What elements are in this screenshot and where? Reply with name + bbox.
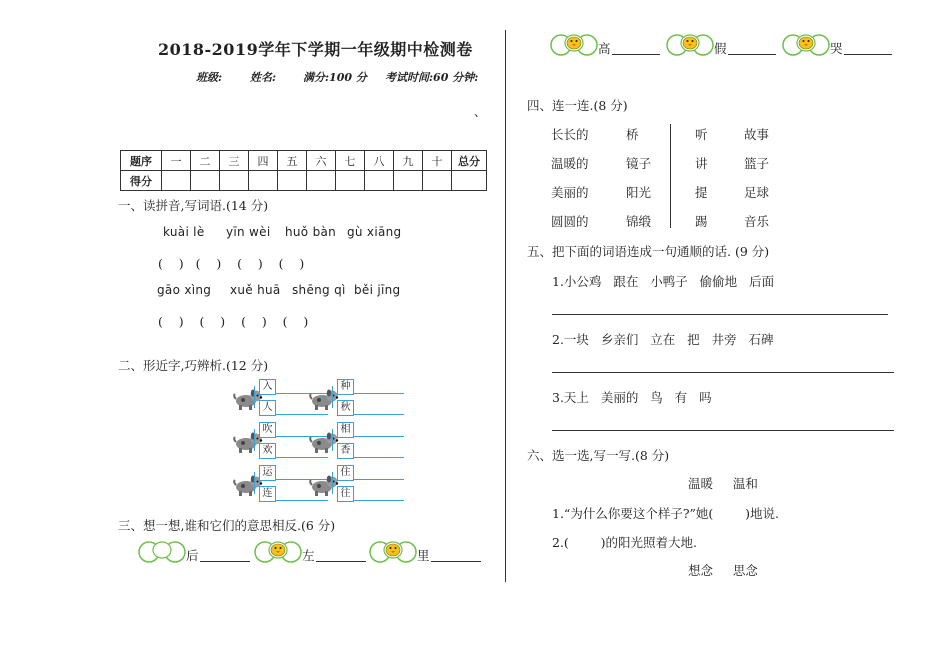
answer-line[interactable] — [552, 314, 888, 315]
answer-line[interactable] — [552, 372, 894, 373]
answer-line[interactable] — [316, 561, 366, 562]
table-cell: 八 — [365, 151, 394, 171]
score-table — [120, 150, 487, 191]
word-choices: 温暖 温和 — [688, 476, 758, 491]
score-input-cell[interactable] — [278, 171, 307, 191]
table-cell: 题序 — [121, 151, 162, 171]
table-cell: 七 — [336, 151, 365, 171]
matching-word[interactable]: 足球 — [744, 185, 770, 200]
table-cell: 六 — [307, 151, 336, 171]
sentence-question-3: 3.天上 美丽的 鸟 有 吗 — [552, 390, 712, 405]
table-cell: 五 — [278, 151, 307, 171]
pinyin-item: gù xiāng — [347, 225, 402, 239]
answer-line[interactable] — [276, 457, 328, 458]
sentence-question-1: 1.小公鸡 跟在 小鸭子 偷偷地 后面 — [552, 274, 775, 289]
pinyin-item: shēng qì — [292, 283, 346, 297]
antonym-word: 哭 — [830, 41, 843, 56]
answer-line[interactable] — [354, 393, 404, 394]
sentence-question-2: 2.一块 乡亲们 立在 把 井旁 石碑 — [552, 332, 774, 347]
matching-word[interactable]: 圆圆的 — [551, 214, 589, 229]
section3-heading: 三、想一想,谁和它们的意思相反.(6 分) — [118, 518, 336, 533]
table-cell: 得分 — [121, 171, 162, 191]
section6-heading: 六、选一选,写一写.(8 分) — [527, 448, 670, 463]
pinyin-item: huǒ bàn — [285, 225, 337, 239]
answer-line[interactable] — [431, 561, 481, 562]
answer-blanks[interactable]: ( ) ( ) ( ) ( ) — [158, 256, 305, 271]
table-cell: 九 — [394, 151, 423, 171]
chick-cloud-icon — [369, 540, 417, 568]
character-box: 运 — [259, 465, 276, 481]
score-input-cell[interactable] — [452, 171, 487, 191]
answer-line[interactable] — [200, 561, 250, 562]
score-input-cell[interactable] — [336, 171, 365, 191]
character-box: 秋 — [337, 400, 354, 416]
bracket-line — [332, 429, 337, 451]
matching-word[interactable]: 听 — [695, 127, 708, 142]
bracket-line — [254, 386, 259, 408]
table-cell: 十 — [423, 151, 452, 171]
chick-cloud-icon — [782, 33, 830, 61]
antonym-word: 高 — [598, 41, 611, 56]
antonym-word: 后 — [186, 548, 199, 563]
answer-line[interactable] — [552, 430, 894, 431]
answer-blanks[interactable]: ( ) ( ) ( ) ( ) — [158, 314, 309, 329]
answer-line[interactable] — [354, 414, 404, 415]
table-cell: 总分 — [452, 151, 487, 171]
section5-heading: 五、把下面的词语连成一句通顺的话. (9 分) — [527, 244, 770, 259]
matching-word[interactable]: 长长的 — [551, 127, 589, 142]
answer-line[interactable] — [354, 436, 404, 437]
section1-heading: 一、读拼音,写词语.(14 分) — [118, 198, 269, 213]
table-cell: 一 — [162, 151, 191, 171]
character-box: 吹 — [259, 422, 276, 438]
matching-word[interactable]: 故事 — [744, 127, 770, 142]
score-table-header-row — [121, 151, 487, 171]
full-score-label: 满分:100 分 — [303, 71, 367, 84]
character-box: 入 — [259, 379, 276, 395]
answer-line[interactable] — [276, 414, 328, 415]
matching-divider — [670, 124, 671, 228]
word-choices: 想念 思念 — [688, 563, 758, 578]
score-input-cell[interactable] — [191, 171, 220, 191]
answer-line[interactable] — [728, 54, 776, 55]
character-box: 种 — [337, 379, 354, 395]
class-label: 班级: — [196, 71, 223, 84]
section2-heading: 二、形近字,巧辨析.(12 分) — [118, 358, 269, 373]
character-box: 人 — [259, 400, 276, 416]
character-box: 连 — [259, 486, 276, 502]
score-input-cell[interactable] — [394, 171, 423, 191]
answer-line[interactable] — [354, 457, 404, 458]
matching-word[interactable]: 踢 — [695, 214, 708, 229]
table-cell: 四 — [249, 151, 278, 171]
pinyin-item: kuài lè — [163, 225, 205, 239]
pinyin-item: yīn wèi — [226, 225, 271, 239]
score-input-cell[interactable] — [423, 171, 452, 191]
matching-word[interactable]: 锦缎 — [626, 214, 652, 229]
bracket-line — [254, 429, 259, 451]
score-input-cell[interactable] — [249, 171, 278, 191]
chick-cloud-icon — [254, 540, 302, 568]
score-table-score-row — [121, 171, 487, 191]
matching-word[interactable]: 桥 — [626, 127, 639, 142]
character-box: 欢 — [259, 443, 276, 459]
antonym-word: 假 — [714, 41, 727, 56]
section4-heading: 四、连一连.(8 分) — [527, 98, 628, 113]
answer-line[interactable] — [612, 54, 660, 55]
matching-word[interactable]: 镜子 — [626, 156, 652, 171]
bracket-line — [332, 472, 337, 494]
fill-question-2[interactable]: 2.( )的阳光照着大地. — [552, 535, 697, 550]
cloud-icon — [138, 540, 186, 568]
matching-word[interactable]: 篮子 — [744, 156, 770, 171]
pinyin-item: xuě huā — [230, 283, 281, 297]
character-box: 住 — [337, 465, 354, 481]
matching-word[interactable]: 美丽的 — [551, 185, 589, 200]
score-input-cell[interactable] — [307, 171, 336, 191]
table-cell: 三 — [220, 151, 249, 171]
antonym-word: 里 — [417, 548, 430, 563]
matching-word[interactable]: 提 — [695, 185, 708, 200]
page-title: 2018-2019学年下学期一年级期中检测卷 — [158, 40, 473, 59]
column-divider — [505, 30, 506, 582]
name-label: 姓名: — [250, 71, 277, 84]
stray-mark: 、 — [474, 105, 487, 119]
score-input-cell[interactable] — [220, 171, 249, 191]
antonym-word: 左 — [302, 548, 315, 563]
matching-word[interactable]: 音乐 — [744, 214, 770, 229]
answer-line[interactable] — [276, 500, 328, 501]
pinyin-item: běi jīng — [354, 283, 401, 297]
fill-question-1[interactable]: 1.“为什么你要这个样子?”她( )地说. — [552, 506, 779, 521]
matching-word[interactable]: 温暖的 — [551, 156, 589, 171]
character-box: 往 — [337, 486, 354, 502]
score-input-cell[interactable] — [365, 171, 394, 191]
table-cell: 二 — [191, 151, 220, 171]
matching-word[interactable]: 讲 — [695, 156, 708, 171]
bracket-line — [254, 472, 259, 494]
pinyin-item: gāo xìng — [157, 283, 212, 297]
exam-time-label: 考试时间:60 分钟: — [385, 71, 479, 84]
answer-line[interactable] — [354, 500, 404, 501]
bracket-line — [332, 386, 337, 408]
character-box: 香 — [337, 443, 354, 459]
character-box: 相 — [337, 422, 354, 438]
chick-cloud-icon — [666, 33, 714, 61]
answer-line[interactable] — [354, 479, 404, 480]
chick-cloud-icon — [550, 33, 598, 61]
matching-word[interactable]: 阳光 — [626, 185, 652, 200]
answer-line[interactable] — [844, 54, 892, 55]
score-input-cell[interactable] — [162, 171, 191, 191]
